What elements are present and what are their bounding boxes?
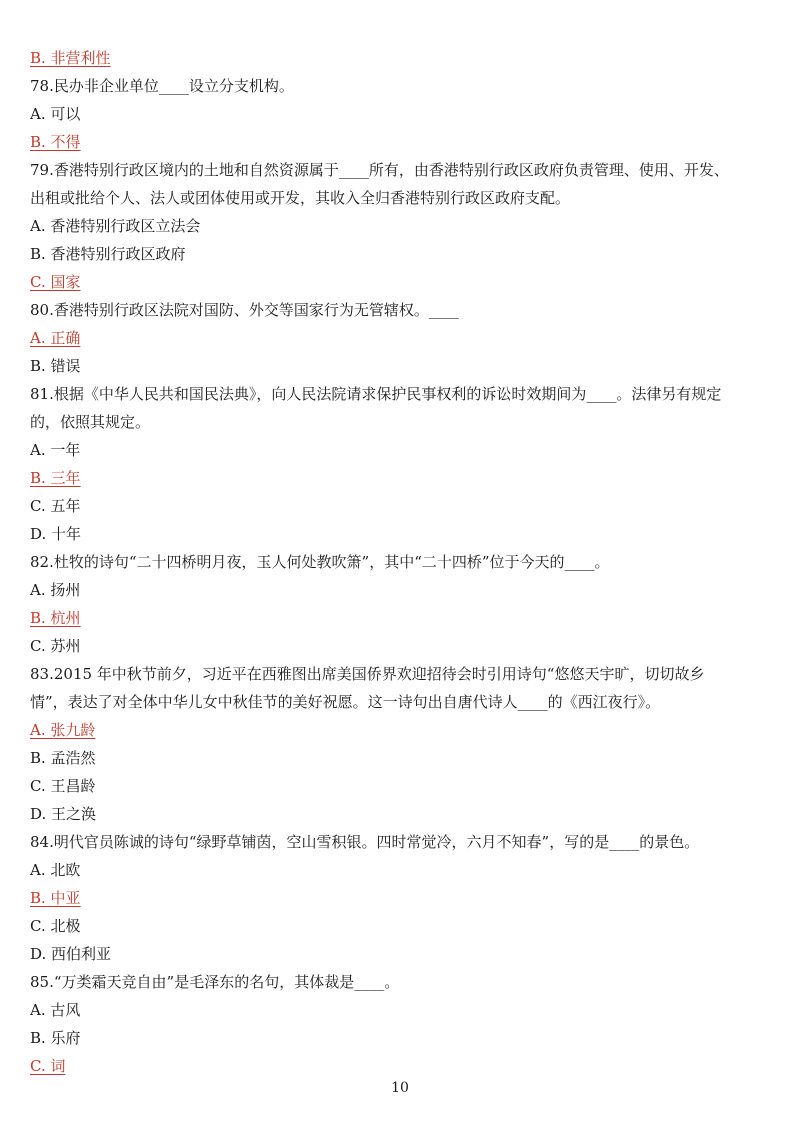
option-line: D. 十年: [30, 525, 82, 543]
answer-line: A. 张九龄: [30, 721, 96, 739]
option-line: A. 扬州: [30, 581, 81, 599]
question-line: 78.民办非企业单位____设立分支机构。: [30, 77, 294, 95]
question-line: 83.2015 年中秋节前夕，习近平在西雅图出席美国侨界欢迎招待会时引用诗句“悠悠天宇旷，切切故乡: [30, 665, 705, 683]
option-line: B. 香港特别行政区政府: [30, 245, 186, 263]
option-line: C. 王昌龄: [30, 777, 96, 795]
page-number: 10: [391, 1080, 409, 1096]
answer-line: C. 词: [30, 1057, 66, 1075]
answer-line: B. 中亚: [30, 889, 81, 907]
option-line: D. 西伯利亚: [30, 945, 112, 963]
option-line: C. 五年: [30, 497, 81, 515]
answer-line: C. 国家: [30, 273, 81, 291]
option-line: A. 可以: [30, 105, 81, 123]
question-line: 79.香港特别行政区境内的土地和自然资源属于____所有，由香港特别行政区政府负责管理、使用、开发、: [30, 161, 729, 179]
question-line-continued: 的，依照其规定。: [30, 413, 151, 431]
option-line: D. 王之涣: [30, 805, 97, 823]
answer-line: B. 不得: [30, 133, 81, 151]
answer-line: B. 杭州: [30, 609, 81, 627]
question-line: 84.明代官员陈诚的诗句“绿野草铺茵，空山雪积银。四时常觉冷，六月不知春”，写的是____的景色。: [30, 833, 700, 851]
option-line: C. 北极: [30, 917, 81, 935]
option-line: A. 一年: [30, 441, 81, 459]
answer-line: B. 非营利性: [30, 49, 111, 67]
option-line: B. 乐府: [30, 1029, 81, 1047]
option-line: C. 苏州: [30, 637, 81, 655]
option-line: A. 古风: [30, 1001, 81, 1019]
option-line: B. 错误: [30, 357, 81, 375]
question-line: 82.杜牧的诗句“二十四桥明月夜，玉人何处教吹箫”，其中“二十四桥”位于今天的____。: [30, 553, 610, 571]
question-line: 80.香港特别行政区法院对国防、外交等国家行为无管辖权。____: [30, 301, 459, 319]
question-line-continued: 出租或批给个人、法人或团体使用或开发，其收入全归香港特别行政区政府支配。: [30, 189, 571, 207]
option-line: A. 香港特别行政区立法会: [30, 217, 201, 235]
question-line: 81.根据《中华人民共和国民法典》，向人民法院请求保护民事权利的诉讼时效期间为____。法律另有规定: [30, 385, 722, 403]
question-line: 85.“万类霜天竞自由”是毛泽东的名句，其体裁是____。: [30, 973, 400, 991]
option-line: B. 孟浩然: [30, 749, 96, 767]
question-line-continued: 情”，表达了对全体中华儿女中秋佳节的美好祝愿。这一诗句出自唐代诗人____的《西江夜行》。: [30, 693, 661, 711]
option-line: A. 北欧: [30, 861, 81, 879]
answer-line: A. 正确: [30, 329, 81, 347]
answer-line: B. 三年: [30, 469, 81, 487]
question-list: [30, 44, 780, 1080]
